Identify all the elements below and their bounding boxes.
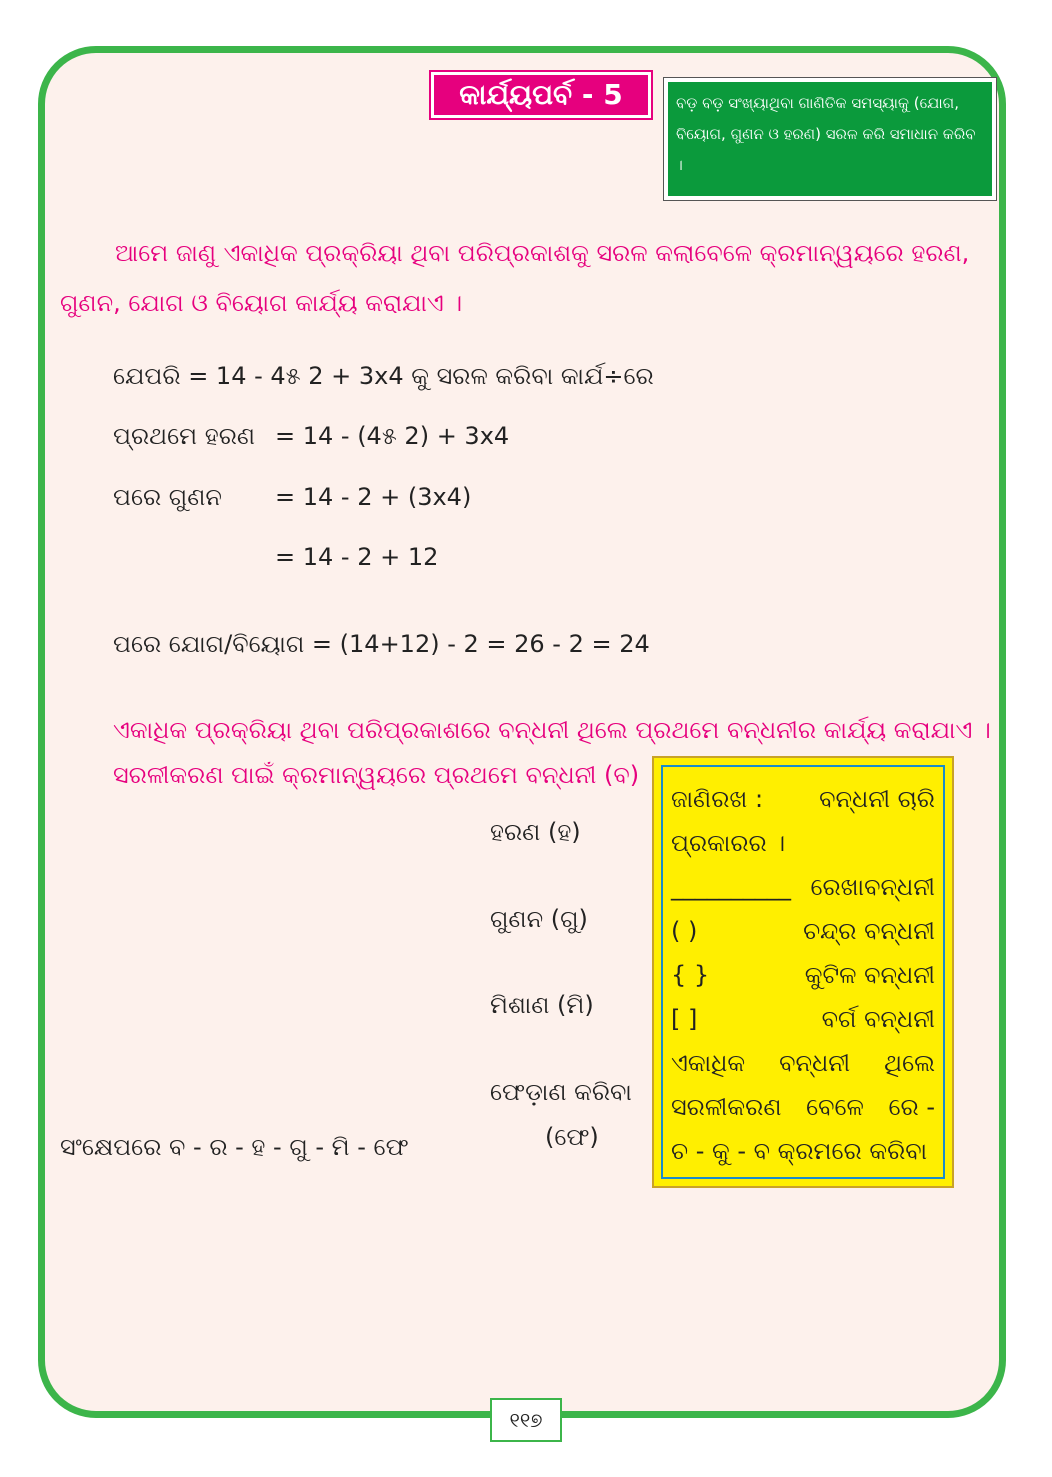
order-division: ହରଣ (ହ) (490, 818, 581, 846)
know-word: ବନ୍ଧନୀ (779, 1049, 851, 1077)
know-word: ରେ - (888, 1093, 935, 1121)
bracket-note-line1: ଏକାଧିକ ପ୍ରକ୍ରିୟା ଥିବା ପରିପ୍ରକାଶରେ ବନ୍ଧନୀ ଥିଲେ ପ୍ରଥମେ ବନ୍ଧନୀର କାର୍ଯ୍ୟ କରାଯାଏ । (113, 716, 991, 744)
know-heading: ଜାଣିରଖ : (671, 785, 764, 813)
bracket-type-row (671, 997, 935, 1041)
activity-title: କାର୍ଯ୍ୟପର୍ବ - 5 (434, 75, 648, 115)
bracket-note-line2: ସରଳୀକରଣ ପାଇଁ କ୍ରମାନ୍ୱୟରେ ପ୍ରଥମେ ବନ୍ଧନୀ (ବ) (113, 761, 640, 789)
order-subtraction: ଫେଡ଼ାଣ କରିବା (490, 1078, 632, 1106)
know-box-content (661, 765, 945, 1179)
know-box (652, 756, 954, 1188)
know-word: ଥିଲେ (884, 1049, 935, 1077)
step2-expression: = 14 - 2 + (3x4) (275, 483, 472, 511)
example-line: ଯେପରି = 14 - 4୫ 2 + 3x4 କୁ ସରଳ କରିବା କାର୍ଯ÷ରେ (113, 362, 654, 390)
step2-label: ପରେ ଗୁଣନ (113, 483, 222, 511)
intro-paragraph: ଆମେ ଜାଣୁ ଏକାଧିକ ପ୍ରକ୍ରିୟା ଥିବା ପରିପ୍ରକାଶକୁ ସରଳ କଲାବେଳେ କ୍ରମାନ୍ୱୟରେ ହରଣ, ଗୁଣନ, ଯୋଗ ଓ ବିୟୋଗ କାର୍ଯ୍ୟ କରାଯାଏ । (60, 239, 970, 317)
bracket-name: ବର୍ଗ ବନ୍ଧନୀ (821, 1005, 935, 1033)
bracket-symbol: ( ) (671, 917, 698, 945)
know-text-row (671, 1085, 935, 1129)
know-word: ଏକାଧିକ (671, 1049, 746, 1077)
bracket-name: ଚନ୍ଦ୍ର ବନ୍ଧନୀ (803, 917, 935, 945)
know-text-row (671, 1041, 935, 1085)
step4-line: ପରେ ଯୋଗ/ବିୟୋଗ = (14+12) - 2 = 26 - 2 = 24 (113, 630, 650, 658)
objective-text: ବଡ଼ ବଡ଼ ସଂଖ୍ୟାଥିବା ଗାଣିତିକ ସମସ୍ୟାକୁ (ଯୋଗ, ବିୟୋଗ, ଗୁଣନ ଓ ହରଣ) ସରଳ କରି ସମାଧାନ କରିବ । (668, 82, 992, 196)
bracket-name: ରେଖାବନ୍ଧନୀ (810, 873, 935, 901)
step1-label: ପ୍ରଥମେ ହରଣ (113, 422, 256, 450)
summary-line: ସଂକ୍ଷେପରେ ବ - ର - ହ - ଗୁ - ମି - ଫେ (60, 1133, 409, 1161)
activity-title-box (429, 70, 653, 120)
bracket-symbol: [ ] (671, 1005, 698, 1033)
bracket-type-row (671, 865, 935, 909)
order-addition: ମିଶାଣ (ମି) (490, 991, 594, 1019)
order-multiplication: ଗୁଣନ (ଗୁ) (490, 905, 588, 933)
know-rule: ଚ - କୁ - ବ କ୍ରମରେ କରିବା (671, 1137, 928, 1165)
know-word: ବେଳେ (806, 1093, 864, 1121)
step3-expression: = 14 - 2 + 12 (275, 543, 439, 571)
know-text-row (671, 1129, 935, 1173)
know-row (671, 821, 935, 865)
know-heading-cont: ବନ୍ଧନୀ ଚାରି (819, 785, 935, 813)
know-word: ସରଳୀକରଣ (671, 1093, 782, 1121)
bracket-type-row (671, 909, 935, 953)
know-row (671, 777, 935, 821)
bracket-symbol: __________ (671, 873, 791, 901)
objective-box (663, 77, 997, 201)
step1-expression: = 14 - (4୫ 2) + 3x4 (275, 422, 510, 450)
page-number: ୧୧୭ (490, 1398, 562, 1442)
bracket-name: କୁଟିଳ ବନ୍ଧନୀ (804, 961, 935, 989)
bracket-type-row (671, 953, 935, 997)
know-heading-end: ପ୍ରକାରର । (671, 829, 786, 857)
bracket-symbol: { } (671, 961, 710, 989)
order-subtraction-abbr: (ଫେ) (545, 1123, 599, 1151)
